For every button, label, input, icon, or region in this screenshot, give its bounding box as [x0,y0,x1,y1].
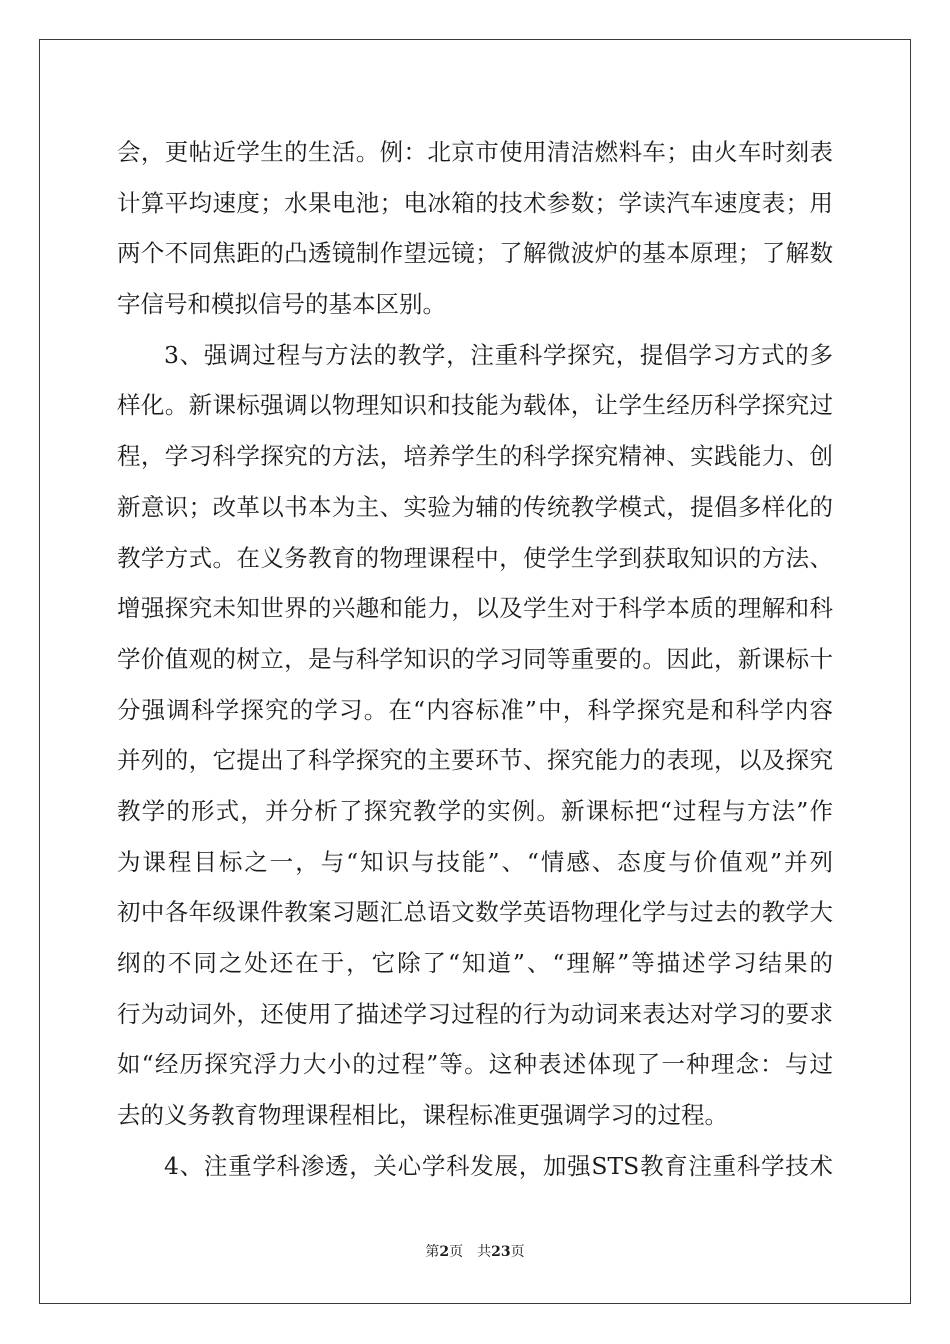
footer-prefix: 第 [425,1244,440,1260]
document-body [117,127,833,1191]
text-line: 去的义务教育物理课程相比，课程标准更强调学习的过程。 [117,1101,728,1130]
text-line: 4、注重学科渗透，关心学科发展，加强STS教育注重科学技术 [164,1151,833,1180]
text-line: 行为动词外，还使用了描述学习过程的行为动词来表达对学习的要求 [117,999,833,1028]
text-line: 学价值观的树立，是与科学知识的学习同等重要的。因此，新课标十 [117,644,833,673]
footer-total-suffix: 页 [510,1244,525,1260]
text-line: 会，更帖近学生的生活。例：北京市使用清洁燃料车；由火车时刻表 [117,138,833,166]
text-line: 程，学习科学探究的方法，培养学生的科学探究精神、实践能力、创 [117,442,833,471]
text-line: 纲的不同之处还在于，它除了“知道”、“理解”等描述学习结果的 [117,949,833,977]
text-line: 如“经历探究浮力大小的过程”等。这种表述体现了一种理念：与过 [117,1050,833,1079]
page-number: 2 [439,1244,450,1260]
text-line: 新意识；改革以书本为主、实验为辅的传统教学模式，提倡多样化的 [117,492,833,521]
text-line: 3、强调过程与方法的教学，注重科学探究，提倡学习方式的多 [164,340,833,369]
text-line: 教学方式。在义务教育的物理课程中，使学生学到获取知识的方法、 [117,543,833,572]
text-line: 计算平均速度；水果电池；电冰箱的技术参数；学读汽车速度表；用 [117,188,833,217]
text-line: 教学的形式，并分析了探究教学的实例。新课标把“过程与方法”作 [117,796,833,825]
text-line: 为课程目标之一，与“知识与技能”、“情感、态度与价值观”并列 [117,847,833,876]
total-pages: 23 [491,1244,511,1260]
text-line: 并列的，它提出了科学探究的主要环节、探究能力的表现，以及探究 [117,746,833,775]
footer-page-suffix: 页 [449,1244,464,1260]
footer-total-prefix: 共 [477,1244,492,1260]
text-line: 分强调科学探究的学习。在“内容标准”中，科学探究是和科学内容 [117,695,833,724]
page-footer [0,1241,950,1261]
text-line: 初中各年级课件教案习题汇总语文数学英语物理化学与过去的教学大 [117,898,833,927]
text-line: 两个不同焦距的凸透镜制作望远镜；了解微波炉的基本原理；了解数 [117,239,833,268]
text-line: 字信号和模拟信号的基本区别。 [117,290,446,319]
text-line: 样化。新课标强调以物理知识和技能为载体，让学生经历科学探究过 [117,391,833,420]
text-line: 增强探究未知世界的兴趣和能力，以及学生对于科学本质的理解和科 [117,594,833,623]
